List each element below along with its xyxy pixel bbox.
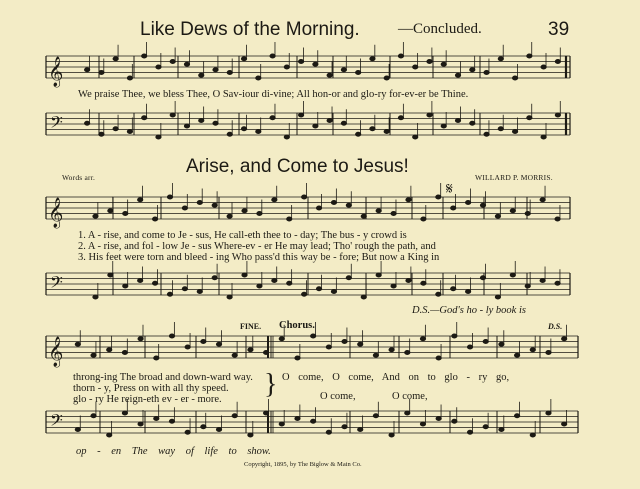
note-head (376, 209, 381, 213)
note-head (107, 433, 112, 437)
note-head (284, 135, 289, 139)
note-head (555, 60, 560, 64)
note-head (263, 351, 268, 355)
fine-mark: FINE. (240, 322, 262, 331)
ds-mark: D.S. (548, 322, 563, 331)
lyric-l2: thorn - y, Press on with all thy speed. (73, 383, 229, 394)
note-head (257, 212, 262, 216)
note-head (279, 422, 284, 426)
note-head (138, 337, 143, 341)
note-head (441, 124, 446, 128)
note-head (436, 417, 441, 421)
note-head (398, 116, 403, 120)
note-head (405, 351, 410, 355)
bass-come-2: O come, (392, 391, 428, 402)
note-head (272, 279, 277, 283)
note-head (421, 281, 426, 285)
note-head (525, 284, 530, 288)
note-head (152, 281, 157, 285)
note-head (540, 279, 545, 283)
note-head (138, 422, 143, 426)
note-head (466, 290, 471, 294)
note-head (455, 119, 460, 123)
note-head (541, 65, 546, 69)
note-head (436, 292, 441, 296)
note-head (455, 73, 460, 77)
note-head (467, 430, 472, 434)
note-head (287, 281, 292, 285)
note-head (284, 65, 289, 69)
clef-icon: 𝄢 (50, 272, 63, 296)
note-head (241, 127, 246, 131)
note-head (138, 279, 143, 283)
note-head (287, 217, 292, 221)
note-head (311, 419, 316, 423)
verse-3: 3. His feet were torn and bleed - ing Who pass'd this way be - fore; But now a King in (78, 252, 440, 263)
note-head (93, 295, 98, 299)
note-head (562, 337, 567, 341)
note-head (75, 342, 80, 346)
note-head (361, 214, 366, 218)
note-head (182, 287, 187, 291)
note-head (201, 425, 206, 429)
note-head (241, 57, 246, 61)
note-head (466, 201, 471, 205)
note-head (358, 342, 363, 346)
note-head (420, 422, 425, 426)
note-head (201, 340, 206, 344)
note-head (495, 214, 500, 218)
note-head (376, 273, 381, 277)
verse-2: 2. A - rise, and fol - low Je - sus Where-ev - er He may lead; Tho' rough the path, and (78, 241, 436, 252)
note-head (480, 203, 485, 207)
note-head (356, 71, 361, 75)
clef-icon: 𝄞 (48, 337, 64, 367)
clef-icon: 𝄢 (50, 112, 63, 136)
note-head (216, 342, 221, 346)
note-head (484, 132, 489, 136)
note-head (154, 356, 159, 360)
note-head (123, 284, 128, 288)
note-head (227, 132, 232, 136)
lyric-line: We praise Thee, we bless Thee, O Sav-iour di-vine; All hon-or and glo-ry for-ev-er be Thine. (78, 89, 469, 100)
note-head (413, 65, 418, 69)
note-head (420, 337, 425, 341)
note-head (156, 135, 161, 139)
note-head (512, 130, 517, 134)
note-head (326, 345, 331, 349)
note-head (483, 340, 488, 344)
note-head (199, 119, 204, 123)
note-head (232, 353, 237, 357)
note-head (299, 113, 304, 117)
note-head (212, 276, 217, 280)
music-credit: WILLARD P. MORRIS. (475, 173, 553, 182)
note-head (341, 121, 346, 125)
note-head (525, 212, 530, 216)
note-head (270, 116, 275, 120)
note-head (127, 76, 132, 80)
note-head (555, 281, 560, 285)
note-head (313, 62, 318, 66)
note-head (91, 353, 96, 357)
note-head (232, 414, 237, 418)
note-head (302, 195, 307, 199)
page-number: 39 (548, 19, 570, 40)
note-head (295, 417, 300, 421)
note-head (302, 292, 307, 296)
note-head (562, 422, 567, 426)
note-head (213, 68, 218, 72)
note-head (227, 71, 232, 75)
note-head (154, 417, 159, 421)
note-head (242, 273, 247, 277)
note-head (467, 345, 472, 349)
note-head (341, 68, 346, 72)
note-head (384, 76, 389, 80)
clef-icon: 𝄢 (50, 410, 63, 434)
note-head (541, 135, 546, 139)
note-head (184, 124, 189, 128)
note-head (295, 356, 300, 360)
note-head (421, 217, 426, 221)
bass-come-1: O come, (320, 391, 356, 402)
note-head (483, 425, 488, 429)
note-head (257, 284, 262, 288)
words-credit: Words arr. (62, 173, 96, 182)
note-head (346, 276, 351, 280)
note-head (182, 206, 187, 210)
chorus-lyric: O come, O come, And on to glo - ry go, (282, 372, 510, 383)
note-head (373, 414, 378, 418)
note-head (406, 279, 411, 283)
note-head (108, 209, 113, 213)
note-head (108, 273, 113, 277)
note-head (470, 121, 475, 125)
note-head (263, 411, 268, 415)
note-head (327, 73, 332, 77)
note-head (358, 428, 363, 432)
hymn-title: Like Dews of the Morning. (140, 19, 360, 40)
note-head (331, 201, 336, 205)
note-head (346, 203, 351, 207)
note-head (123, 212, 128, 216)
bottom-lyric: op - en The way of life to show. (76, 446, 271, 457)
note-head (85, 121, 90, 125)
note-head (197, 290, 202, 294)
note-head (384, 130, 389, 134)
note-head (427, 113, 432, 117)
note-head (546, 411, 551, 415)
note-head (256, 130, 261, 134)
note-head (480, 276, 485, 280)
note-head (495, 295, 500, 299)
note-head (99, 132, 104, 136)
note-head (75, 428, 80, 432)
note-head (451, 206, 456, 210)
note-head (197, 201, 202, 205)
note-head (530, 348, 535, 352)
note-head (555, 113, 560, 117)
note-head (167, 195, 172, 199)
note-head (510, 209, 515, 213)
note-head (142, 54, 147, 58)
note-head (389, 348, 394, 352)
lyric-l1: throng-ing The broad and down-ward way. (73, 372, 253, 383)
note-head (107, 348, 112, 352)
note-head (373, 353, 378, 357)
note-head (248, 433, 253, 437)
ds-line: D.S.—God's ho - ly book is (412, 305, 526, 316)
note-head (299, 60, 304, 64)
segno-icon: 𝄋 (446, 181, 453, 198)
note-head (436, 356, 441, 360)
note-head (185, 430, 190, 434)
note-head (413, 135, 418, 139)
note-head (512, 76, 517, 80)
note-head (398, 54, 403, 58)
note-head (272, 198, 277, 202)
note-head (452, 334, 457, 338)
note-head (122, 351, 127, 355)
note-head (405, 411, 410, 415)
note-head (169, 419, 174, 423)
note-head (370, 127, 375, 131)
note-head (540, 198, 545, 202)
note-head (499, 428, 504, 432)
note-head (527, 116, 532, 120)
note-head (85, 68, 90, 72)
note-head (451, 287, 456, 291)
clef-icon: 𝄞 (48, 57, 64, 87)
note-head (113, 127, 118, 131)
note-head (484, 71, 489, 75)
lyric-l3: glo - ry He reign-eth ev - er - more. (73, 394, 222, 405)
note-head (391, 284, 396, 288)
copyright: Copyright, 1895, by The Biglow & Main Co. (244, 461, 362, 468)
note-head (91, 414, 96, 418)
note-head (331, 290, 336, 294)
note-head (167, 292, 172, 296)
note-head (391, 212, 396, 216)
note-head (256, 76, 261, 80)
note-head (498, 127, 503, 131)
note-head (142, 116, 147, 120)
note-head (441, 62, 446, 66)
note-head (427, 60, 432, 64)
note-head (327, 119, 332, 123)
chorus-label: Chorus. (279, 320, 315, 331)
note-head (452, 419, 457, 423)
note-head (342, 425, 347, 429)
note-head (152, 217, 157, 221)
note-head (546, 351, 551, 355)
note-head (498, 57, 503, 61)
note-head (127, 130, 132, 134)
note-head (316, 206, 321, 210)
note-head (227, 214, 232, 218)
note-head (530, 433, 535, 437)
note-head (311, 334, 316, 338)
note-head (199, 73, 204, 77)
note-head (185, 345, 190, 349)
note-head (406, 198, 411, 202)
note-head (216, 428, 221, 432)
note-head (213, 121, 218, 125)
note-head (510, 273, 515, 277)
note-head (342, 340, 347, 344)
note-head (169, 334, 174, 338)
note-head (170, 60, 175, 64)
note-head (555, 217, 560, 221)
note-head (248, 348, 253, 352)
note-head (156, 65, 161, 69)
note-head (93, 214, 98, 218)
note-head (170, 113, 175, 117)
note-head (514, 353, 519, 357)
concluded-label: —Concluded. (398, 21, 482, 37)
note-head (138, 198, 143, 202)
note-head (184, 62, 189, 66)
note-head (436, 195, 441, 199)
note-head (227, 295, 232, 299)
hymn2-title: Arise, and Come to Jesus! (186, 156, 409, 177)
note-head (212, 203, 217, 207)
note-head (270, 54, 275, 58)
brace-icon: } (264, 369, 278, 400)
note-head (313, 124, 318, 128)
note-head (470, 68, 475, 72)
note-head (356, 132, 361, 136)
note-head (122, 411, 127, 415)
note-head (361, 295, 366, 299)
note-head (242, 209, 247, 213)
verse-1: 1. A - rise, and come to Je - sus, He call-eth thee to - day; The bus - y crowd is (78, 230, 407, 241)
note-head (370, 57, 375, 61)
note-head (389, 433, 394, 437)
note-head (499, 342, 504, 346)
note-head (279, 337, 284, 341)
note-head (326, 430, 331, 434)
note-head (316, 287, 321, 291)
note-head (514, 414, 519, 418)
clef-icon: 𝄞 (48, 198, 64, 228)
note-head (527, 54, 532, 58)
note-head (113, 57, 118, 61)
note-head (99, 71, 104, 75)
